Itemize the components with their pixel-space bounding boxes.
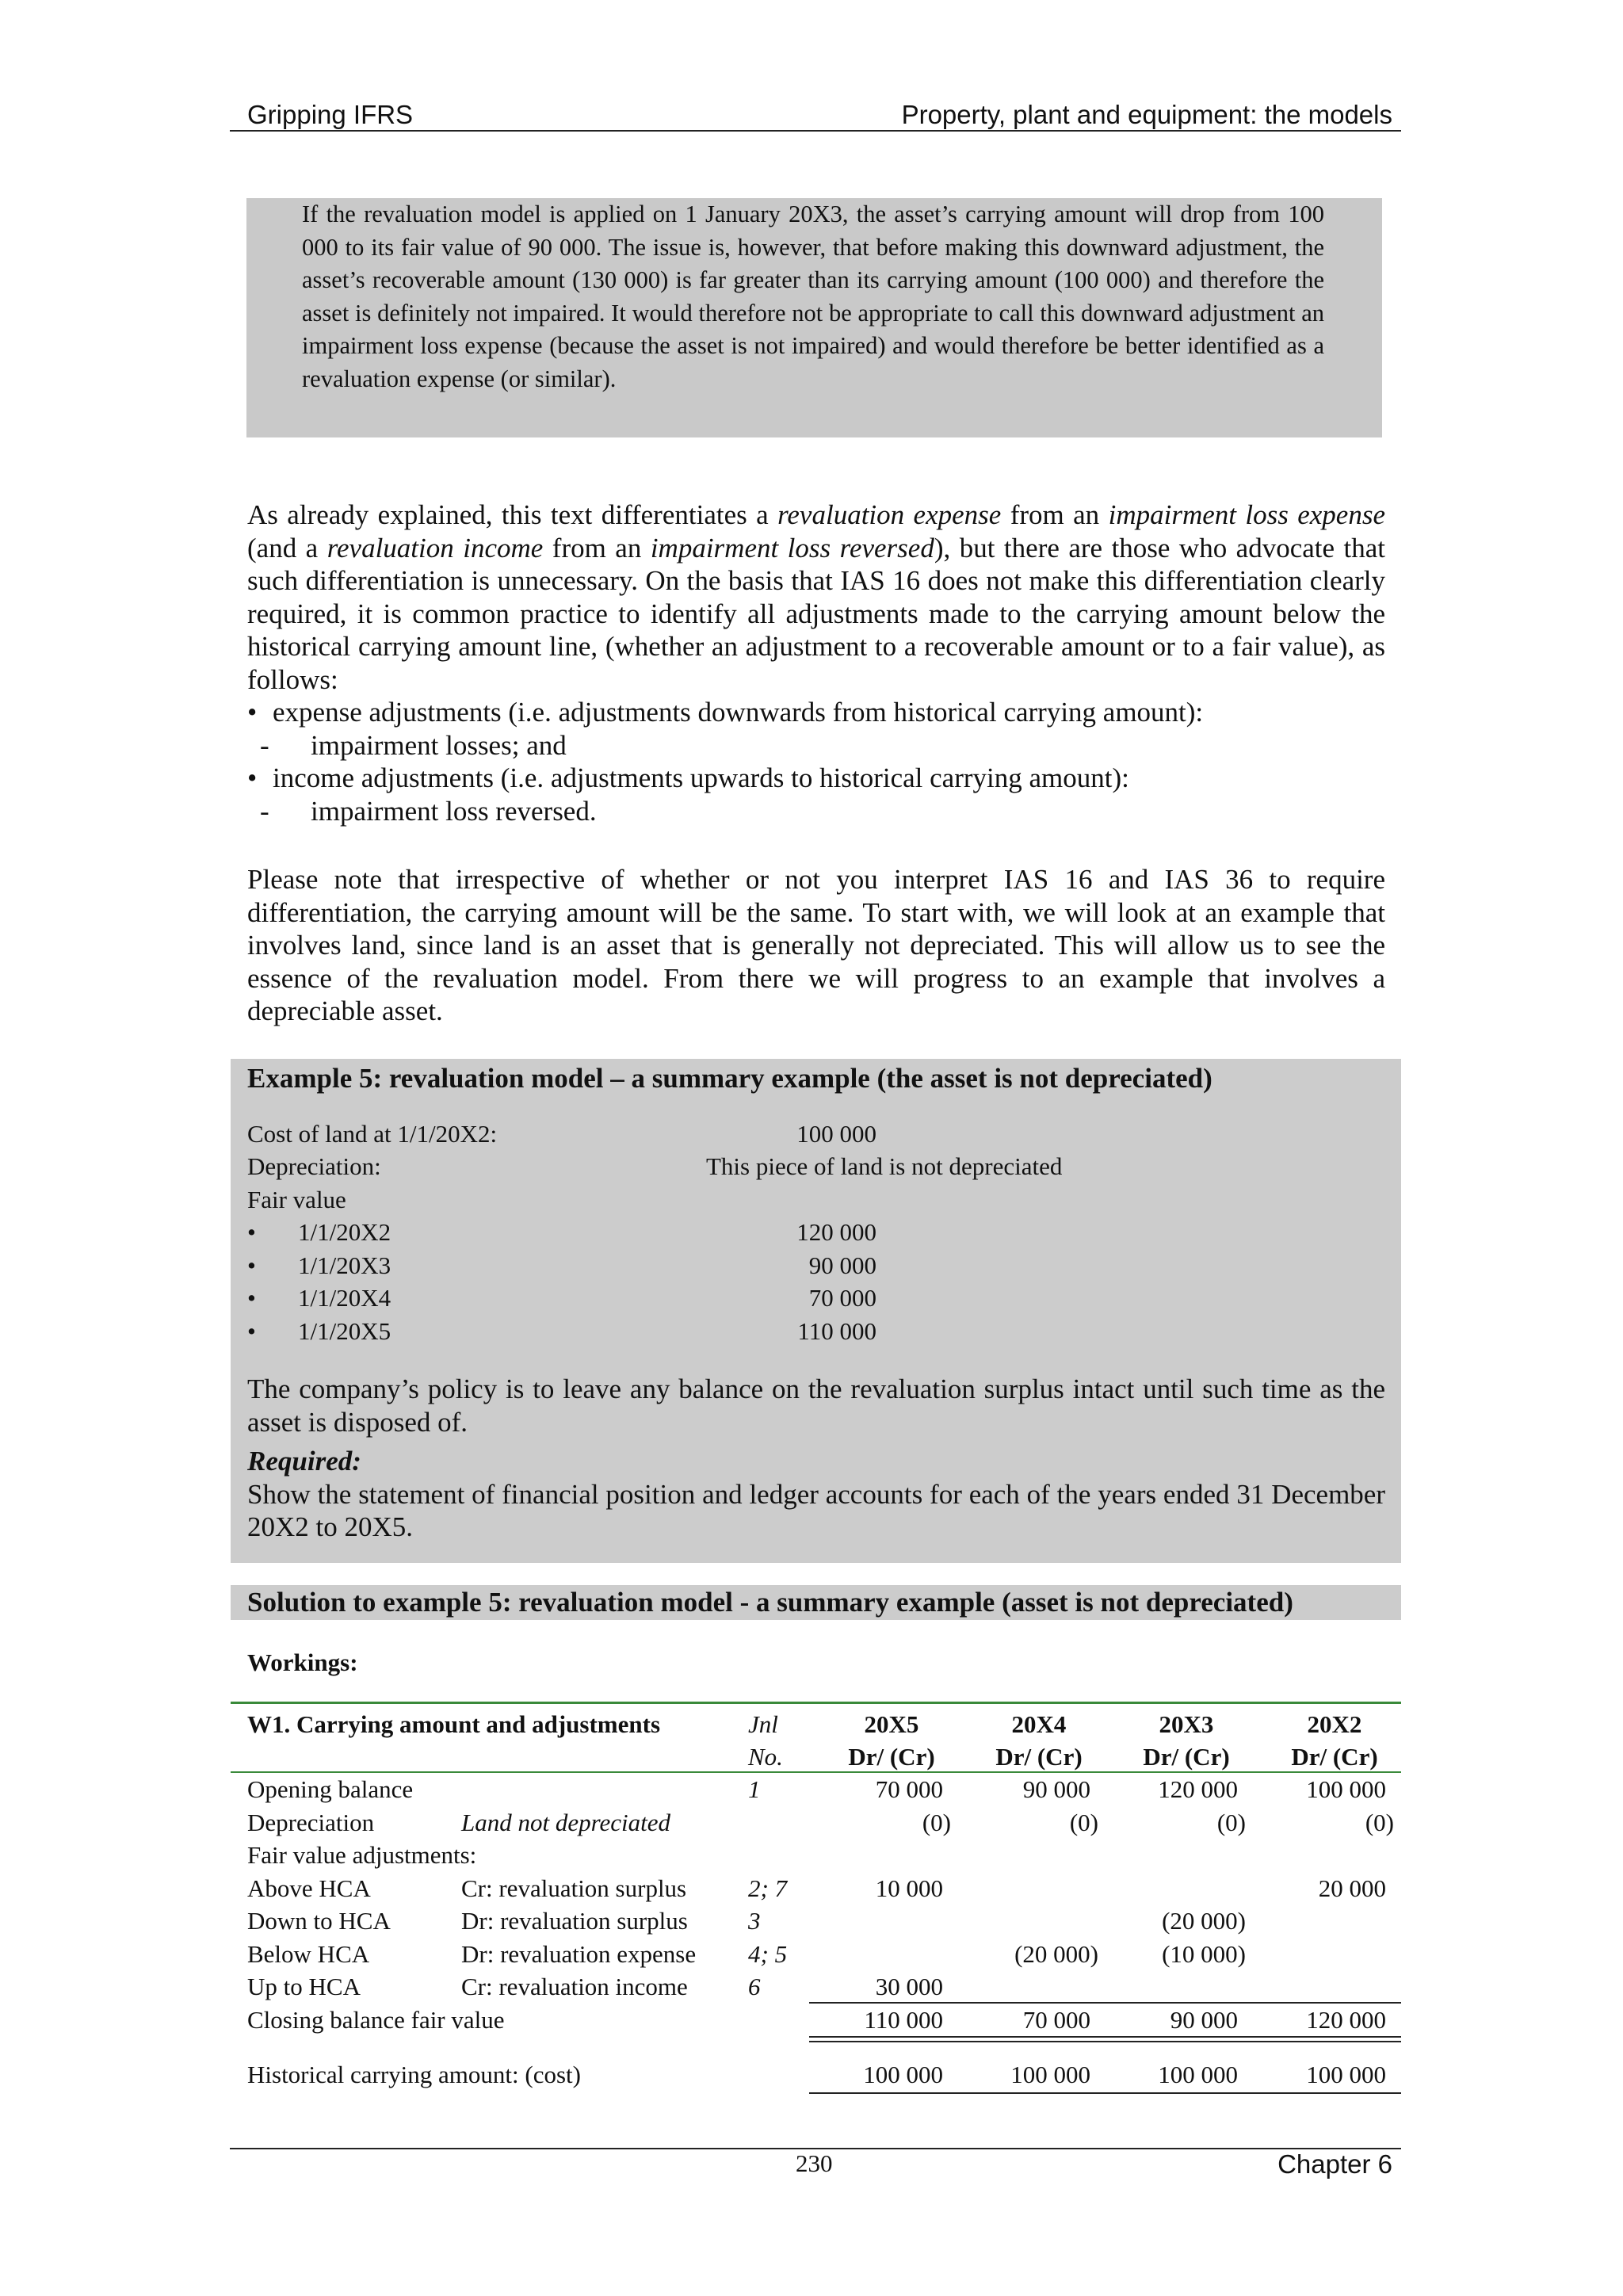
w1-col-year: 20X4: [1011, 1710, 1067, 1738]
w1-row-desc: Cr: revaluation income: [461, 1973, 688, 2000]
fair-value-item: [247, 1249, 391, 1282]
fair-value-amount: 110 000: [797, 1317, 876, 1345]
example-title: Example 5: revaluation model – a summary example (the asset is not depreciated): [247, 1063, 1212, 1094]
fair-value-date: 1/1/20X4: [298, 1284, 391, 1312]
w1-hca-cell: 100 000: [1158, 2061, 1238, 2088]
sub-list-item-text: impairment loss reversed.: [311, 795, 597, 827]
fair-value-item: [247, 1216, 391, 1249]
w1-cell: 90 000: [1170, 2006, 1238, 2034]
w1-row-jnl: 4; 5: [748, 1940, 788, 1968]
para1-italic-2: impairment loss expense: [1108, 499, 1386, 530]
para1-text-3: (and a: [247, 532, 327, 563]
w1-col-year: 20X2: [1307, 1710, 1362, 1738]
w1-cell: 110 000: [864, 2006, 943, 2034]
w1-col-sub: Dr/ (Cr): [995, 1743, 1083, 1771]
header-chapter-title: Property, plant and equipment: the models: [901, 100, 1392, 129]
w1-cell: (20 000): [1014, 1940, 1098, 1968]
w1-cell: 120 000: [1306, 2006, 1386, 2034]
w1-hca-cell: 100 000: [1306, 2061, 1386, 2088]
solution-title: Solution to example 5: revaluation model - a summary example (asset is not depreciated): [247, 1587, 1293, 1618]
para1-text-1: As already explained, this text differentiates a: [247, 499, 778, 530]
w1-row-desc: Cr: revaluation surplus: [461, 1874, 687, 1902]
w1-jnl-header: Jnl: [748, 1710, 778, 1738]
para1-text-4: from an: [543, 532, 651, 563]
bullet-icon: •: [247, 1284, 256, 1312]
list-item-text: expense adjustments (i.e. adjustments downwards from historical carrying amount):: [273, 697, 1204, 728]
list-item-text: income adjustments (i.e. adjustments upwards to historical carrying amount):: [273, 762, 1129, 793]
list-item: [247, 696, 1385, 729]
fair-value-date: 1/1/20X2: [298, 1218, 391, 1246]
fair-value-amount: 70 000: [808, 1284, 876, 1312]
w1-row-desc: Dr: revaluation surplus: [461, 1907, 688, 1935]
w1-row-label: Above HCA: [247, 1874, 371, 1902]
workings-label: Workings:: [247, 1648, 358, 1676]
header-book-title: Gripping IFRS: [247, 100, 414, 129]
cost-value: 100 000: [796, 1120, 876, 1148]
para1-italic-4: impairment loss reversed: [650, 532, 934, 563]
list-item: [247, 762, 1385, 795]
body-paragraph-1: [247, 499, 1385, 827]
w1-col-sub: Dr/ (Cr): [1143, 1743, 1230, 1771]
w1-cell: (0): [1069, 1809, 1098, 1836]
w1-cell: (20 000): [1162, 1907, 1246, 1935]
bullet-icon: •: [247, 762, 258, 793]
example-policy: The company’s policy is to leave any balance on the revaluation surplus intact until such time as the asset is disposed of.: [247, 1373, 1385, 1438]
sub-list-item: [247, 729, 1385, 762]
w1-row-label: Fair value adjustments:: [247, 1841, 477, 1869]
page-number: 230: [796, 2149, 833, 2177]
w1-row-jnl: 3: [748, 1907, 761, 1935]
w1-hca-cell: 100 000: [1010, 2061, 1090, 2088]
fair-value-date: 1/1/20X3: [298, 1251, 391, 1279]
para1-italic-1: revaluation expense: [777, 499, 1002, 530]
required-text: Show the statement of financial position and ledger accounts for each of the years ended 31 December 20X2 to 20X5.: [247, 1478, 1385, 1542]
w1-hca-cell: 100 000: [863, 2061, 943, 2088]
dash-icon: -: [260, 729, 269, 761]
fair-value-amount: 120 000: [796, 1218, 876, 1246]
para1-italic-3: revaluation income: [327, 532, 544, 563]
bullet-icon: •: [247, 697, 258, 728]
fair-value-amount: 90 000: [808, 1251, 876, 1279]
note-box-text: If the revaluation model is applied on 1 January 20X3, the asset’s carrying amount will drop from 100 000 to its fair value of 90 000. The issue is, however, that before making this downward adjustment, the asset’s recoverable amount (130 000) is far greater than its carrying amount (100 000) and therefore the asset is definitely not impaired. It would therefore not be appropriate to call this downward adjustment an impairment loss expense (because the asset is not impaired) and would therefore be better identified as a revaluation expense (or similar).: [302, 201, 1324, 392]
w1-row-desc: Dr: revaluation expense: [461, 1940, 697, 1968]
fair-value-item: [247, 1282, 391, 1315]
example-box: [231, 1059, 1401, 1563]
w1-row-label: Closing balance fair value: [247, 2006, 505, 2034]
fair-value-date: 1/1/20X5: [298, 1317, 391, 1345]
w1-cell: 90 000: [1022, 1775, 1090, 1803]
w1-total-rule: [809, 2036, 1401, 2038]
w1-cell: (0): [1216, 1809, 1246, 1836]
w1-cell: 70 000: [875, 1775, 943, 1803]
w1-top-rule: [231, 1702, 1401, 1704]
required-label: Required:: [247, 1446, 361, 1477]
w1-row-jnl: 2; 7: [748, 1874, 788, 1902]
w1-cell: 120 000: [1158, 1775, 1238, 1803]
fair-value-item: [247, 1315, 391, 1348]
w1-cell: 20 000: [1318, 1874, 1386, 1902]
bullet-icon: •: [247, 1317, 256, 1345]
footer-chapter: Chapter 6: [1277, 2149, 1392, 2179]
sub-list-item: [247, 795, 1385, 828]
w1-hca-label: Historical carrying amount: (cost): [247, 2061, 581, 2088]
w1-cell: 100 000: [1306, 1775, 1386, 1803]
note-box: [246, 198, 1382, 437]
w1-col-year: 20X3: [1159, 1710, 1214, 1738]
w1-jnl-header: No.: [748, 1743, 783, 1771]
example-required: [247, 1445, 1385, 1544]
dash-icon: -: [260, 795, 269, 827]
depreciation-label: Depreciation:: [247, 1152, 381, 1180]
w1-row-label: Below HCA: [247, 1940, 370, 1968]
para2-text: Please note that irrespective of whether or not you interpret IAS 16 and IAS 36 to require differentiation, the carrying amount will be the same. To start with, we will look at an example that involves land, since land is an asset that is generally not depreciated. This will allow us to see the essence of the revaluation model. From there we will progress to an example that involves a depreciable asset.: [247, 864, 1385, 1026]
w1-col-sub: Dr/ (Cr): [848, 1743, 935, 1771]
w1-cell: (10 000): [1162, 1940, 1246, 1968]
bullet-icon: •: [247, 1218, 256, 1246]
para1-text-5: ), but there are those who advocate that such differentiation is unnecessary. On the basis that IAS 16 does not make this differentiation clearly required, it is common practice to identify all adjustments made to the carrying amount below the historical carrying amount line, (whether an adjustment to a recoverable amount or to a fair value), as follows:: [247, 532, 1386, 695]
header-divider: [230, 130, 1401, 132]
body-paragraph-2: [247, 863, 1385, 1028]
solution-bar: [231, 1585, 1401, 1620]
w1-col-year: 20X5: [864, 1710, 919, 1738]
w1-row-jnl: 1: [748, 1775, 761, 1803]
w1-row-label: Down to HCA: [247, 1907, 391, 1935]
fair-value-label: Fair value: [247, 1186, 346, 1213]
w1-col-sub: Dr/ (Cr): [1291, 1743, 1378, 1771]
w1-cell: 70 000: [1022, 2006, 1090, 2034]
w1-row-desc: Land not depreciated: [461, 1809, 671, 1836]
w1-cell: 10 000: [875, 1874, 943, 1902]
w1-cell: (0): [1365, 1809, 1394, 1836]
para1-text-2: from an: [1001, 499, 1109, 530]
cost-label: Cost of land at 1/1/20X2:: [247, 1120, 498, 1148]
w1-hca-rule: [809, 2092, 1401, 2094]
w1-title: W1. Carrying amount and adjustments: [247, 1710, 661, 1738]
bullet-icon: •: [247, 1251, 256, 1279]
sub-list-item-text: impairment losses; and: [311, 729, 567, 761]
depreciation-value: This piece of land is not depreciated: [706, 1152, 1063, 1180]
w1-total-rule: [809, 2041, 1401, 2042]
w1-row-label: Depreciation: [247, 1809, 375, 1836]
w1-cell: 30 000: [875, 1973, 943, 2000]
w1-row-label: Up to HCA: [247, 1973, 361, 2000]
w1-cell: (0): [922, 1809, 951, 1836]
w1-row-label: Opening balance: [247, 1775, 414, 1803]
w1-row-jnl: 6: [748, 1973, 761, 2000]
